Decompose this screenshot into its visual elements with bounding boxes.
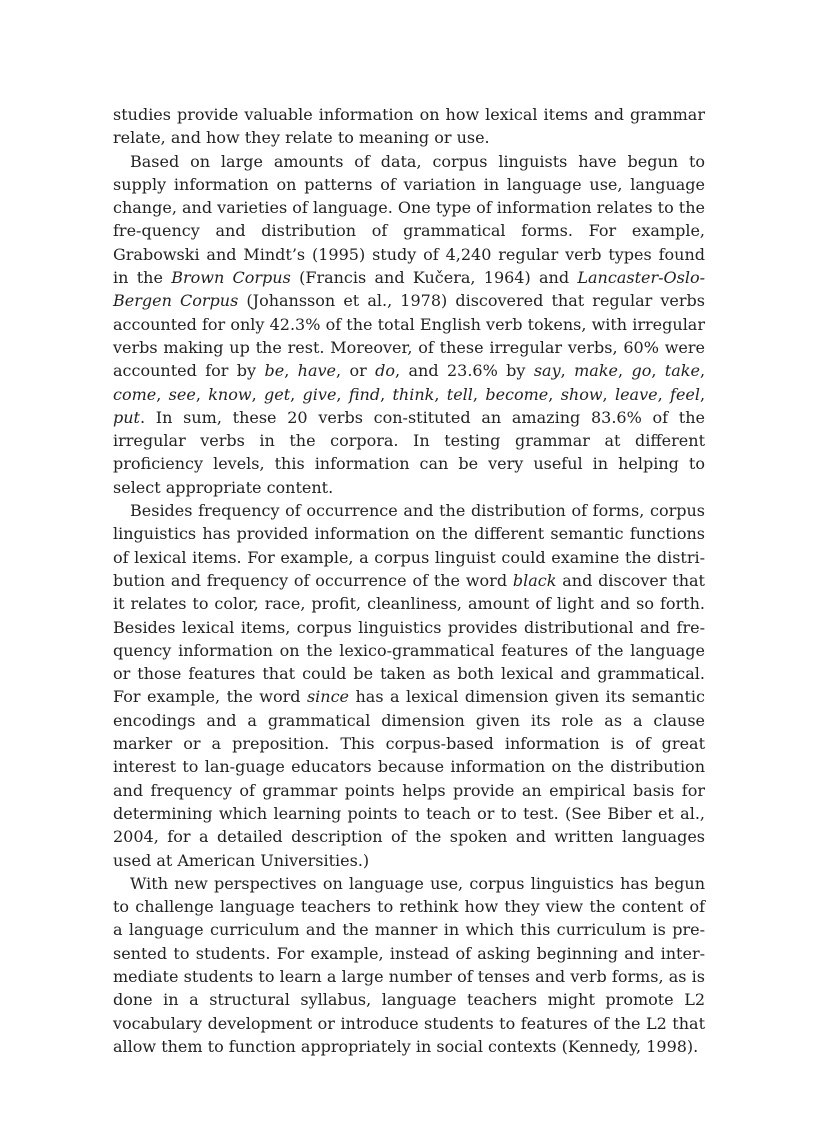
- italic-term: say: [533, 361, 561, 381]
- text-run: , and 23.6% by: [395, 361, 534, 381]
- paragraph-4: [113, 872, 705, 1058]
- text-run: has a lexical dimension given its semantic encodings and a grammatical dimension given its role as a clause marker or a preposition. This corpus-based information is of great interest to lan-guage educators because information on the distribution and frequency of grammar points helps provide an empirical basis for determining which learning points to teach or to test. (See Biber et al., 2004, for a detailed description of the spoken and written languages used at American Universities.): [113, 687, 705, 870]
- text-run: ,: [434, 384, 447, 404]
- text-run: ,: [699, 361, 706, 381]
- text-run: ,: [700, 384, 706, 404]
- italic-term: find: [348, 384, 381, 404]
- text-run: ,: [156, 384, 169, 404]
- text-run: and discover that it relates to color, race, profit, cleanliness, amount of light and so forth. Besides lexical items, corpus linguistics provides distributional and fre-quency information on the lexico-grammatical features of the language or those features that could be taken as both lexical and grammatical. For example, the word: [113, 570, 705, 707]
- italic-term: Lancaster-Oslo-Bergen Corpus: [113, 268, 706, 311]
- italic-term: take: [664, 361, 700, 381]
- text-run: Besides frequency of occurrence and the distribution of forms, corpus linguistics has provided information on the different semantic functions of lexical items. For example, a corpus linguist could examine the distri-bution and frequency of occurrence of the word: [113, 501, 705, 590]
- italic-term: since: [306, 687, 350, 707]
- text-run: (Francis and Kučera, 1964) and: [290, 268, 578, 288]
- italic-term: go: [631, 361, 652, 381]
- text-run: With new perspectives on language use, corpus linguistics has begun to challenge language teachers to rethink how they view the content of a language curriculum and the manner in which this curriculum is pre-sented to students. For example, instead of asking beginning and inter-mediate students to learn a large number of tenses and verb forms, as is done in a structural syllabus, language teachers might promote L2 vocabulary development or introduce students to features of the L2 that allow them to function appropriately in social contexts (Kennedy, 1998).: [113, 873, 705, 1056]
- italic-term: have: [297, 361, 337, 381]
- text-run: ,: [617, 361, 632, 381]
- text-run: Based on large amounts of data, corpus linguists have begun to supply information on patterns of variation in language use, language change, and varieties of language. One type of information relates to the fre-quency and distribution of grammatical forms. For example, Grabowski and Mindt’s (1995) study of 4,240 regular verb types found in the: [113, 151, 705, 288]
- italic-term: put: [113, 407, 140, 427]
- text-run: ,: [472, 384, 486, 404]
- text-run: ,: [290, 384, 303, 404]
- italic-term: get: [263, 384, 291, 404]
- italic-term: do: [375, 361, 396, 381]
- italic-term: become: [485, 384, 549, 404]
- italic-term: tell: [446, 384, 473, 404]
- italic-term: show: [560, 384, 603, 404]
- italic-term: know: [208, 384, 252, 404]
- italic-term: black: [512, 570, 557, 590]
- text-run: , or: [336, 361, 376, 381]
- italic-term: think: [392, 384, 435, 404]
- italic-term: come: [113, 384, 157, 404]
- text-run: ,: [195, 384, 209, 404]
- text-run: studies provide valuable information on how lexical items and grammar relate, and how they relate to meaning or use.: [113, 105, 705, 148]
- italic-term: Brown Corpus: [171, 268, 291, 288]
- paragraph-3: [113, 499, 705, 872]
- text-run: (Johansson et al., 1978) discovered that regular verbs accounted for only 42.3% of the total English verb tokens, with irregular verbs making up the rest. Moreover, of these irregular verbs, 60% were accounted for by: [113, 291, 706, 381]
- text-run: ,: [251, 384, 264, 404]
- text-run: ,: [380, 384, 393, 404]
- paragraph-1: [113, 103, 705, 150]
- text-run: . In sum, these 20 verbs con-stituted an amazing 83.6% of the irregular verbs in the corpora. In testing grammar at different proficiency levels, this information can be very useful in helping to select appropriate content.: [113, 407, 705, 497]
- text-run: ,: [602, 384, 615, 404]
- text-run: ,: [284, 361, 298, 381]
- page-body: [113, 103, 705, 1058]
- italic-term: see: [168, 384, 196, 404]
- text-run: ,: [336, 384, 349, 404]
- italic-term: leave: [614, 384, 658, 404]
- paragraph-2: [113, 150, 705, 499]
- italic-term: give: [302, 384, 337, 404]
- text-run: ,: [657, 384, 671, 404]
- text-run: ,: [548, 384, 561, 404]
- text-run: ,: [651, 361, 665, 381]
- text-run: ,: [560, 361, 575, 381]
- italic-term: feel: [670, 384, 701, 404]
- italic-term: make: [574, 361, 618, 381]
- italic-term: be: [264, 361, 285, 381]
